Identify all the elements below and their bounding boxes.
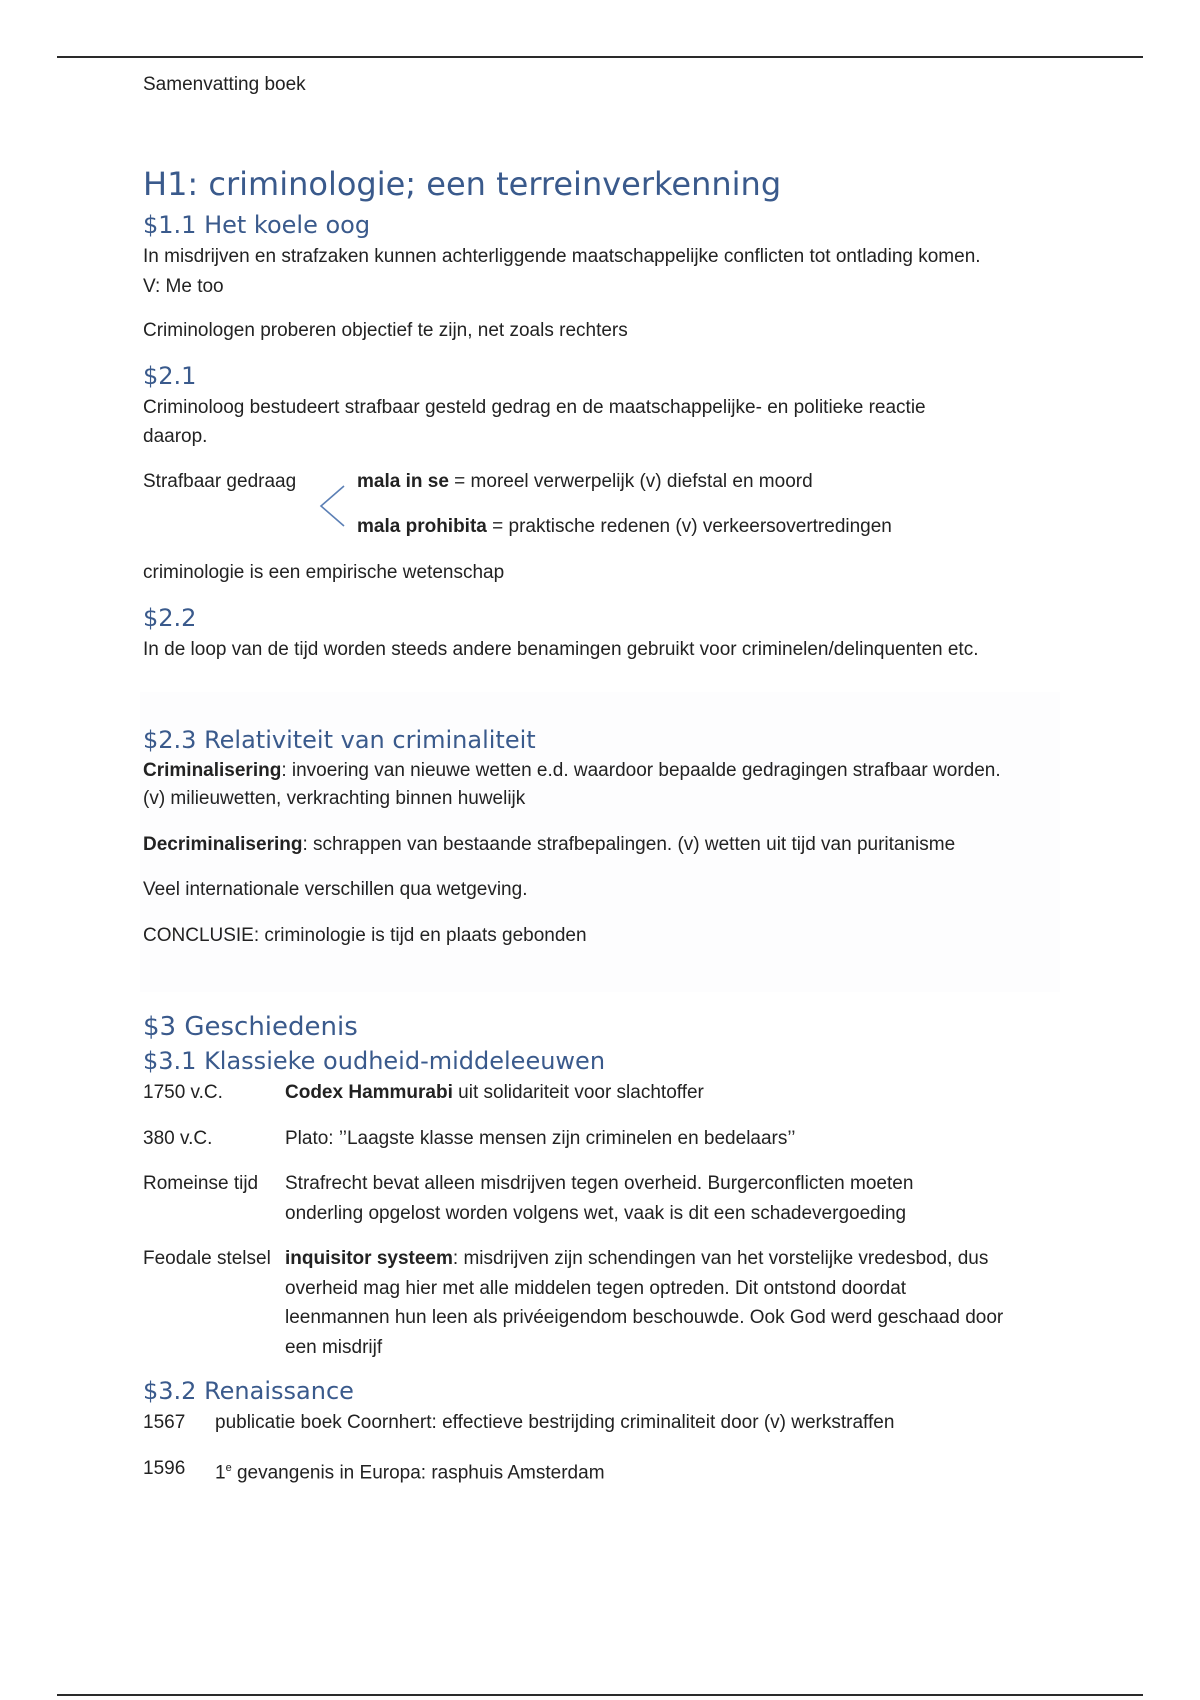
timeline-text: een misdrijf bbox=[285, 1337, 383, 1358]
timeline-entry bbox=[285, 1078, 704, 1107]
s23-conclusion: CONCLUSIE: criminologie is tijd en plaats gebonden bbox=[143, 925, 587, 946]
timeline-text: publicatie boek Coornhert: effectieve bestrijding criminaliteit door (v) werkstraffen bbox=[215, 1412, 895, 1433]
mala-in-se-text: = moreel verwerpelijk (v) diefstal en moord bbox=[448, 471, 813, 492]
mala-in-se-item bbox=[357, 467, 813, 496]
section-3-2-title: $3.2 Renaissance bbox=[143, 1377, 354, 1405]
codex-hammurabi-term: Codex Hammurabi bbox=[285, 1082, 453, 1103]
timeline-entry bbox=[285, 1244, 988, 1273]
footer-rule bbox=[57, 1694, 1143, 1696]
section-2-2-title: $2.2 bbox=[143, 604, 197, 632]
s11-paragraph-2: V: Me too bbox=[143, 276, 224, 297]
criminalisering-paragraph bbox=[143, 756, 1001, 785]
criminalisering-term: Criminalisering bbox=[143, 760, 282, 781]
section-3-1-title: $3.1 Klassieke oudheid-middeleeuwen bbox=[143, 1047, 606, 1075]
s11-paragraph-1: In misdrijven en strafzaken kunnen achterliggende maatschappelijke conflicten tot ontlading komen. bbox=[143, 246, 981, 267]
criminalisering-example: (v) milieuwetten, verkrachting binnen huwelijk bbox=[143, 788, 526, 809]
timeline-text: overheid mag hier met alle middelen tegen optreden. Dit ontstond doordat bbox=[285, 1278, 907, 1299]
timeline-text: Strafrecht bevat alleen misdrijven tegen overheid. Burgerconflicten moeten bbox=[285, 1173, 914, 1194]
timeline-text: gevangenis in Europa: rasphuis Amsterdam bbox=[231, 1462, 605, 1484]
decriminalisering-term: Decriminalisering bbox=[143, 834, 303, 855]
timeline-text: leenmannen hun leen als privéeigendom beschouwde. Ook God werd geschaad door bbox=[285, 1307, 1004, 1328]
section-3-title: $3 Geschiedenis bbox=[143, 1012, 358, 1042]
timeline-entry bbox=[215, 1454, 605, 1487]
s22-paragraph-1: In de loop van de tijd worden steeds andere benamingen gebruikt voor criminelen/delinquenten etc. bbox=[143, 639, 979, 660]
s21-paragraph-1b: daarop. bbox=[143, 426, 208, 447]
timeline-date: 1567 bbox=[143, 1412, 186, 1433]
strafbaar-label: Strafbaar gedraag bbox=[143, 471, 297, 492]
ordinal-suffix: e bbox=[225, 1462, 232, 1474]
mala-prohibita-term: mala prohibita bbox=[357, 516, 487, 537]
section-2-1-title: $2.1 bbox=[143, 362, 197, 390]
section-1-1-title: $1.1 Het koele oog bbox=[143, 211, 371, 239]
inquisitor-term: inquisitor systeem bbox=[285, 1248, 453, 1269]
timeline-text: : misdrijven zijn schendingen van het vorstelijke vredesbod, dus bbox=[452, 1248, 989, 1269]
s23-paragraph-3: Veel internationale verschillen qua wetgeving. bbox=[143, 879, 528, 900]
ordinal-number: 1 bbox=[215, 1462, 226, 1484]
timeline-date: Romeinse tijd bbox=[143, 1173, 259, 1194]
s21-paragraph-2: criminologie is een empirische wetenschap bbox=[143, 562, 505, 583]
timeline-date: Feodale stelsel bbox=[143, 1248, 271, 1269]
bracket-icon bbox=[318, 484, 348, 528]
decriminalisering-text: : schrappen van bestaande strafbepalingen. (v) wetten uit tijd van puritanisme bbox=[302, 834, 956, 855]
decriminalisering-paragraph bbox=[143, 830, 955, 859]
timeline-text: Plato: ’’Laagste klasse mensen zijn criminelen en bedelaars’’ bbox=[285, 1128, 796, 1149]
mala-in-se-term: mala in se bbox=[357, 471, 449, 492]
timeline-date: 380 v.C. bbox=[143, 1128, 213, 1149]
timeline-date: 1750 v.C. bbox=[143, 1082, 223, 1103]
timeline-date: 1596 bbox=[143, 1458, 186, 1479]
mala-prohibita-text: = praktische redenen (v) verkeersovertredingen bbox=[486, 516, 892, 537]
s21-paragraph-1a: Criminoloog bestudeert strafbaar gesteld gedrag en de maatschappelijke- en politieke reactie bbox=[143, 397, 926, 418]
section-2-3-title: $2.3 Relativiteit van criminaliteit bbox=[143, 726, 536, 754]
mala-prohibita-item bbox=[357, 512, 892, 541]
header-rule bbox=[57, 56, 1143, 58]
timeline-text: uit solidariteit voor slachtoffer bbox=[452, 1082, 704, 1103]
criminalisering-text: : invoering van nieuwe wetten e.d. waardoor bepaalde gedragingen strafbaar worden. bbox=[281, 760, 1001, 781]
s11-paragraph-3: Criminologen proberen objectief te zijn, net zoals rechters bbox=[143, 320, 628, 341]
timeline-text: onderling opgelost worden volgens wet, vaak is dit een schadevergoeding bbox=[285, 1203, 907, 1224]
chapter-title: H1: criminologie; een terreinverkenning bbox=[143, 165, 782, 203]
running-header: Samenvatting boek bbox=[143, 74, 306, 95]
